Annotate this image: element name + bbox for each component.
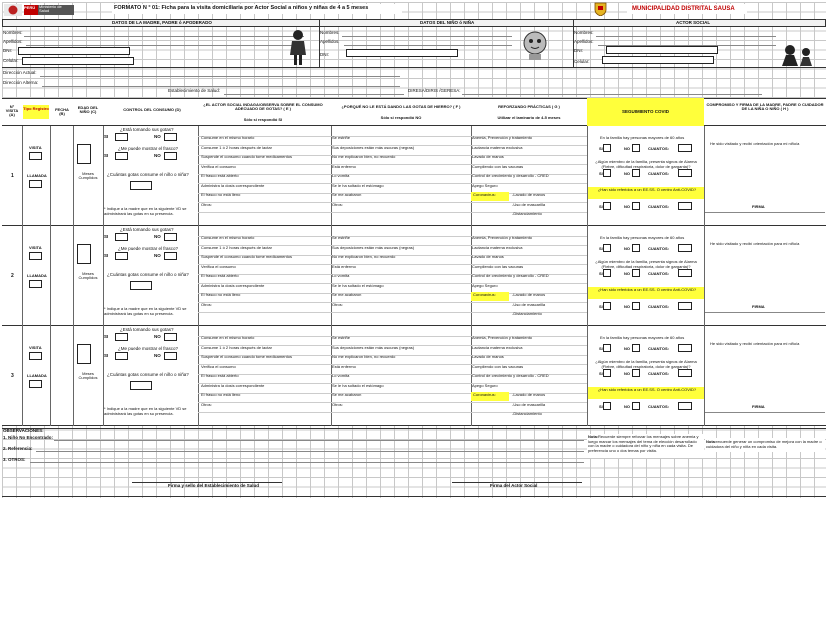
tipo-llamada-checkbox[interactable] <box>29 180 42 188</box>
refuerzo-item[interactable]: Apego Seguro <box>472 182 498 188</box>
col-edad: EDAD DEL NIÑO (C) <box>77 105 99 114</box>
tipo-visita-checkbox[interactable] <box>29 252 42 260</box>
covid-si-checkbox[interactable] <box>603 244 611 252</box>
indaga-item[interactable]: El frasco no está lleno <box>201 392 241 397</box>
nota1-text: Recuerde siempre reforzar los mensajes sobre anemia y luego marcar los mensajes del tema de elección desarrollado con la madre o cuidadora del niño y niña en cada visita. De preferencia uno o dos temas por visita. <box>588 434 699 453</box>
covid-no-checkbox[interactable] <box>632 202 640 210</box>
porque-item[interactable]: Se estriñe <box>332 335 351 340</box>
control-no: NO <box>154 334 161 339</box>
actor-nombres-label: Nombres: <box>574 30 594 35</box>
covid-cuantos-input[interactable] <box>678 402 692 410</box>
refuerzo-item[interactable]: Lactancia materna exclusiva <box>472 144 523 150</box>
observaciones-label: OBSERVACIONES: <box>3 428 44 433</box>
covid-no-checkbox[interactable] <box>632 369 640 377</box>
covid-si: SI <box>599 271 603 276</box>
porque-item[interactable]: Otros: <box>332 401 343 407</box>
porque-item[interactable]: Se me acabaron <box>332 392 362 397</box>
refuerzo-item[interactable]: Apego Seguro <box>472 282 498 288</box>
indaga-item[interactable]: Administra la dosis correspondiente <box>201 282 265 288</box>
porque-item[interactable]: Se le ha soltado el estómago <box>332 182 384 188</box>
covid-no-checkbox[interactable] <box>632 269 640 277</box>
covid-si-checkbox[interactable] <box>603 144 611 152</box>
covid-no: NO <box>624 346 630 351</box>
covid-si: SI <box>599 146 603 151</box>
refuerzo-item[interactable]: Anemia, Prevención y tratamiento <box>472 135 533 140</box>
covid-si-checkbox[interactable] <box>603 302 611 310</box>
control-note: * Indique a la madre que en la siguiente VD se administrará las gotas en su presencia. <box>104 206 187 216</box>
control-no-checkbox[interactable] <box>164 333 177 341</box>
coronavirus-item[interactable]: -Distanciamiento <box>512 211 542 216</box>
visit-number: 3 <box>11 373 14 379</box>
gotas-input[interactable] <box>130 281 152 290</box>
indaga-item[interactable]: Otros: <box>201 201 212 207</box>
edad-label: Meses Cumplidos <box>78 371 98 380</box>
actor-figure-icon <box>780 44 812 66</box>
control-si: SI <box>104 334 109 339</box>
coronavirus-item[interactable]: -Distanciamiento <box>512 311 542 316</box>
control-q1: ¿Está tomando sus gotas? <box>120 127 174 132</box>
obs-no-encontrado: 1. Niño No Encontrado: <box>3 435 53 440</box>
control-no: NO <box>154 234 161 239</box>
ministry-name: Ministerio de Salud <box>39 4 62 13</box>
actor-apellidos-label: Apellidos: <box>574 39 594 44</box>
porque-item[interactable]: Se me acabaron <box>332 192 362 197</box>
control-q2: ¿Me puede mostrar el frasco? <box>118 146 179 151</box>
firma-label: FIRMA <box>752 204 765 209</box>
covid-si-checkbox[interactable] <box>603 344 611 352</box>
tipo-llamada-checkbox[interactable] <box>29 380 42 388</box>
indaga-item[interactable]: Suspende el consumo cuando tome medicamentos <box>201 354 292 359</box>
covid-no-checkbox[interactable] <box>632 144 640 152</box>
porque-item[interactable]: Está enfermo <box>332 363 356 369</box>
coronavirus-item[interactable]: -Uso de mascarilla <box>512 301 546 307</box>
edad-input[interactable] <box>77 344 91 364</box>
mother-figure-icon <box>286 29 310 67</box>
porque-item[interactable]: Está enfermo <box>332 163 356 169</box>
indaga-item[interactable]: El frasco no está lleno <box>201 292 241 297</box>
tipo-visita-checkbox[interactable] <box>29 152 42 160</box>
refuerzo-item[interactable]: Cumpliendo con las vacunas <box>472 163 524 169</box>
col-porque: ¿PORQUÉ NO LE ESTÁ DANDO LAS GOTAS DE HIERRO? ( F ) <box>341 104 461 109</box>
control-si-2: SI <box>104 353 109 358</box>
covid-no-checkbox[interactable] <box>632 169 640 177</box>
section-child: DATOS DEL NIÑO ó NIÑA <box>420 20 475 25</box>
coronavirus-item[interactable]: -Lavado de manos <box>512 392 546 397</box>
indaga-item[interactable]: Otros: <box>201 401 212 407</box>
porque-item[interactable]: Se me acabaron <box>332 292 362 297</box>
nota2-label: Nota: <box>706 439 717 444</box>
porque-item[interactable]: Lo vomita <box>332 173 350 178</box>
tipo-visita-label: VISITA <box>29 345 42 350</box>
covid-cuantos: CUANTOS: <box>648 146 670 151</box>
child-dni-input[interactable] <box>346 49 458 57</box>
child-dni-label: DNI: <box>320 52 329 57</box>
covid-cuantos-input[interactable] <box>678 344 692 352</box>
parent-dni-label: DNI: <box>3 48 12 53</box>
control-q3: ¿Cuántas gotas consume el niño o niña? <box>107 372 189 377</box>
covid-no: NO <box>624 304 630 309</box>
gotas-input[interactable] <box>130 181 152 190</box>
control-si-2: SI <box>104 153 109 158</box>
covid-cuantos-input[interactable] <box>678 244 692 252</box>
tipo-llamada-label: LLAMADA <box>27 373 47 378</box>
col-refuerzo-sub: Utilizar el laminario de 4-5 meses <box>497 115 561 120</box>
control-no-checkbox-2[interactable] <box>164 252 177 260</box>
covid-cuantos: CUANTOS: <box>648 404 670 409</box>
control-q1: ¿Está tomando sus gotas? <box>120 327 174 332</box>
indaga-item[interactable]: Consume 1 ó 2 horas después de lactar <box>201 244 272 250</box>
indaga-item[interactable]: Suspende el consumo cuando tome medicamentos <box>201 154 292 159</box>
parent-apellidos-label: Apellidos: <box>3 39 23 44</box>
visit-ok-text: He sido visitado y recibí orientación para mi niño/a <box>710 141 800 146</box>
indaga-item[interactable]: Suspende el consumo cuando tome medicamentos <box>201 254 292 259</box>
indaga-item[interactable]: El frasco está abierto <box>201 273 239 278</box>
porque-item[interactable]: No me explicaron bien, no recuerdo <box>332 354 396 359</box>
covid-si: SI <box>599 346 603 351</box>
diresa-label: DIRESA/DIRIS /GERESA: <box>408 88 461 93</box>
tipo-llamada-label: LLAMADA <box>27 173 47 178</box>
covid-q2: ¿Algún miembro de la familia, presenta signos de Alarma (Fiebre, dificultad respiratoria, dolor de garganta)? <box>595 259 697 269</box>
child-nombres-label: Nombres: <box>320 30 340 35</box>
section-actor: ACTOR SOCIAL <box>676 20 711 25</box>
control-q3: ¿Cuántas gotas consume el niño o niña? <box>107 272 189 277</box>
tipo-visita-checkbox[interactable] <box>29 352 42 360</box>
covid-cuantos: CUANTOS: <box>648 271 670 276</box>
parent-dni-input[interactable] <box>18 47 130 55</box>
tipo-visita-label: VISITA <box>29 245 42 250</box>
control-no-checkbox-2[interactable] <box>164 352 177 360</box>
control-no-checkbox[interactable] <box>164 133 177 141</box>
direccion-actual-label: Dirección Actual: <box>3 70 37 75</box>
firma-actor: Firma del Actor Social <box>490 483 538 488</box>
covid-q3: ¿Han sido referidos a un EE.SS. O centro Anti-COVID? <box>597 187 697 192</box>
coronavirus-item[interactable]: -Uso de mascarilla <box>512 201 546 207</box>
indaga-item[interactable]: El frasco está abierto <box>201 373 239 378</box>
coronavirus-item[interactable]: -Uso de mascarilla <box>512 401 546 407</box>
parent-celular-input[interactable] <box>22 57 134 65</box>
refuerzo-item[interactable]: Control de crecimiento y desarrollo - CRED <box>472 173 549 178</box>
covid-cuantos: CUANTOS: <box>648 371 670 376</box>
covid-si: SI <box>599 404 603 409</box>
covid-q2: ¿Algún miembro de la familia, presenta signos de Alarma (Fiebre, dificultad respiratoria, dolor de garganta)? <box>595 159 697 169</box>
covid-q2: ¿Algún miembro de la familia, presenta signos de Alarma (Fiebre, dificultad respiratoria, dolor de garganta)? <box>595 359 697 369</box>
refuerzo-item[interactable]: Anemia, Prevención y tratamiento <box>472 235 533 240</box>
ministry-country: PERÚ <box>24 5 36 10</box>
firma-label: FIRMA <box>752 404 765 409</box>
covid-q1: En la familia hay personas mayores de 60 años <box>600 335 685 340</box>
refuerzo-item[interactable]: Lactancia materna exclusiva <box>472 344 523 350</box>
refuerzo-item[interactable]: Lavado de manos <box>472 254 504 259</box>
covid-q3: ¿Han sido referidos a un EE.SS. O centro Anti-COVID? <box>597 387 697 392</box>
indaga-item[interactable]: Administra la dosis correspondiente <box>201 182 265 188</box>
indaga-item[interactable]: Consume 1 ó 2 horas después de lactar <box>201 144 272 150</box>
control-no-2: NO <box>154 153 161 158</box>
control-q3: ¿Cuántas gotas consume el niño o niña? <box>107 172 189 177</box>
refuerzo-item[interactable]: Anemia, Prevención y tratamiento <box>472 335 533 340</box>
covid-cuantos-input[interactable] <box>678 269 692 277</box>
covid-cuantos: CUANTOS: <box>648 346 670 351</box>
control-si-checkbox[interactable] <box>115 133 128 141</box>
covid-no-checkbox[interactable] <box>632 344 640 352</box>
parent-celular-label: Celular: <box>3 58 19 63</box>
covid-si: SI <box>599 171 603 176</box>
control-si: SI <box>104 234 109 239</box>
porque-item[interactable]: No me explicaron bien, no recuerdo <box>332 254 396 259</box>
covid-q1: En la familia hay personas mayores de 60 años <box>600 235 685 240</box>
col-porque-sub: Sólo si respondió NO <box>380 115 422 120</box>
refuerzo-item[interactable]: Lavado de manos <box>472 154 504 159</box>
baby-figure-icon <box>519 29 551 61</box>
col-indaga: ¿EL ACTOR SOCIAL INDAGA/OBSERVA SOBRE EL CONSUMO ADECUADO DE GOTAS? ( E ) <box>203 102 323 111</box>
control-si-checkbox[interactable] <box>115 333 128 341</box>
covid-no: NO <box>624 271 630 276</box>
covid-no: NO <box>624 371 630 376</box>
col-visita: N° VISITA (A) <box>5 104 19 117</box>
covid-si: SI <box>599 304 603 309</box>
control-si: SI <box>104 134 109 139</box>
control-q2: ¿Me puede mostrar el frasco? <box>118 246 179 251</box>
porque-item[interactable]: Otros: <box>332 201 343 207</box>
actor-celular-input[interactable] <box>602 56 714 64</box>
control-q2: ¿Me puede mostrar el frasco? <box>118 346 179 351</box>
porque-item[interactable]: Está enfermo <box>332 263 356 269</box>
municipality-seal-icon <box>594 2 607 16</box>
control-si-checkbox-2[interactable] <box>115 152 128 160</box>
covid-si: SI <box>599 246 603 251</box>
control-no-checkbox-2[interactable] <box>164 152 177 160</box>
indaga-item[interactable]: Verifica el consumo <box>201 263 236 269</box>
indaga-item[interactable]: El frasco está abierto <box>201 173 239 178</box>
firma-label: FIRMA <box>752 304 765 309</box>
direccion-alterna-label: Dirección Alterna: <box>3 80 39 85</box>
covid-no: NO <box>624 146 630 151</box>
covid-si-checkbox[interactable] <box>603 169 611 177</box>
refuerzo-item[interactable]: Cumpliendo con las vacunas <box>472 263 524 269</box>
col-refuerzo: REFORZANDO PRÁCTICAS ( G ) <box>498 104 560 109</box>
control-si-checkbox-2[interactable] <box>115 252 128 260</box>
control-si-checkbox[interactable] <box>115 233 128 241</box>
covid-cuantos-input[interactable] <box>678 144 692 152</box>
covid-no-checkbox[interactable] <box>632 302 640 310</box>
indaga-item[interactable]: Verifica el consumo <box>201 163 236 169</box>
col-indaga-sub: Sólo si respondió SI <box>243 117 283 122</box>
porque-item[interactable]: No me explicaron bien, no recuerdo <box>332 154 396 159</box>
visit-ok-text: He sido visitado y recibí orientación para mi niño/a <box>710 241 800 246</box>
control-no-2: NO <box>154 253 161 258</box>
coronavirus-label: Coronavirus: <box>473 392 496 397</box>
col-control: CONTROL DEL CONSUMO (D) <box>123 107 181 112</box>
refuerzo-item[interactable]: Cumpliendo con las vacunas <box>472 363 524 369</box>
porque-item[interactable]: Sus deposiciones están más oscuras (negras) <box>332 344 415 350</box>
form-title: FORMATO N ° 01: Ficha para la visita domiciliaria por Actor Social a niños y niñas de 4 a 5 meses <box>114 5 369 11</box>
covid-si: SI <box>599 371 603 376</box>
tipo-llamada-checkbox[interactable] <box>29 280 42 288</box>
indaga-item[interactable]: Administra la dosis correspondiente <box>201 382 265 388</box>
col-covid: SEGUIMIENTO COVID <box>622 109 669 114</box>
coronavirus-item[interactable]: -Distanciamiento <box>512 411 542 416</box>
control-no-2: NO <box>154 353 161 358</box>
edad-label: Meses Cumplidos <box>78 271 98 280</box>
actor-dni-input[interactable] <box>606 46 718 54</box>
nota1-label: Nota: <box>588 434 599 439</box>
coronavirus-item[interactable]: -Lavado de manos <box>512 292 546 297</box>
child-apellidos-label: Apellidos: <box>320 39 340 44</box>
municipality-name: MUNICIPALIDAD DISTRITAL SAUSA <box>632 6 735 12</box>
covid-cuantos-input[interactable] <box>678 302 692 310</box>
visit-number: 2 <box>11 273 14 279</box>
covid-no: NO <box>624 246 630 251</box>
control-si-2: SI <box>104 253 109 258</box>
covid-cuantos: CUANTOS: <box>648 304 670 309</box>
control-note: * Indique a la madre que en la siguiente VD se administrará las gotas en su presencia. <box>104 306 187 316</box>
parent-nombres-label: Nombres: <box>3 30 23 35</box>
tipo-llamada-label: LLAMADA <box>27 273 47 278</box>
indaga-item[interactable]: El frasco no está lleno <box>201 192 241 197</box>
covid-si-checkbox[interactable] <box>603 202 611 210</box>
nota2-text: recuerde generar un compromiso de mejora con la madre o cuidadora del niño y niña en cada visita. <box>706 439 822 449</box>
section-parents: DATOS DE LA MADRE, PADRE ó APODERADO <box>112 20 212 25</box>
visit-ok-text: He sido visitado y recibí orientación para mi niño/a <box>710 341 800 346</box>
col-tipo: Tipo Registro <box>23 106 49 111</box>
porque-item[interactable]: Se estriñe <box>332 235 351 240</box>
gotas-input[interactable] <box>130 381 152 390</box>
covid-no: NO <box>624 204 630 209</box>
porque-item[interactable]: Lo vomita <box>332 373 350 378</box>
refuerzo-item[interactable]: Control de crecimiento y desarrollo - CRED <box>472 373 549 378</box>
porque-item[interactable]: Se estriñe <box>332 135 351 140</box>
covid-q3: ¿Han sido referidos a un EE.SS. O centro Anti-COVID? <box>597 287 697 292</box>
porque-item[interactable]: Otros: <box>332 301 343 307</box>
control-no: NO <box>154 134 161 139</box>
indaga-item[interactable]: Otros: <box>201 301 212 307</box>
coronavirus-label: Coronavirus: <box>473 292 496 297</box>
actor-dni-label: DNI: <box>574 48 583 53</box>
col-compromiso: COMPROMISO Y FIRMA DE LA MADRE, PADRE O CUIDADOR DE LA NIÑA O NIÑO ( H ) <box>706 102 824 111</box>
edad-input[interactable] <box>77 244 91 264</box>
covid-cuantos-input[interactable] <box>678 202 692 210</box>
coronavirus-item[interactable]: -Lavado de manos <box>512 192 546 197</box>
col-fecha: FECHA (B) <box>55 107 69 116</box>
covid-cuantos: CUANTOS: <box>648 171 670 176</box>
indaga-item[interactable]: Verifica el consumo <box>201 363 236 369</box>
covid-no-checkbox[interactable] <box>632 244 640 252</box>
covid-cuantos-input[interactable] <box>678 169 692 177</box>
form-sheet <box>2 2 826 498</box>
covid-cuantos: CUANTOS: <box>648 204 670 209</box>
porque-item[interactable]: Se le ha soltado el estómago <box>332 282 384 288</box>
covid-si-checkbox[interactable] <box>603 402 611 410</box>
establecimiento-label: Establecimiento de Salud: <box>168 88 221 93</box>
covid-no: NO <box>624 404 630 409</box>
porque-item[interactable]: Lo vomita <box>332 273 350 278</box>
porque-item[interactable]: Sus deposiciones están más oscuras (negras) <box>332 144 415 150</box>
porque-item[interactable]: Sus deposiciones están más oscuras (negras) <box>332 244 415 250</box>
covid-si-checkbox[interactable] <box>603 369 611 377</box>
indaga-item[interactable]: Consume en el mismo horario <box>201 135 255 140</box>
control-no-checkbox[interactable] <box>164 233 177 241</box>
covid-q1: En la familia hay personas mayores de 60 años <box>600 135 685 140</box>
edad-label: Meses Cumplidos <box>78 171 98 180</box>
obs-otros: 3. OTROS: <box>3 457 26 462</box>
control-si-checkbox-2[interactable] <box>115 352 128 360</box>
indaga-item[interactable]: Consume en el mismo horario <box>201 335 255 340</box>
covid-cuantos-input[interactable] <box>678 369 692 377</box>
indaga-item[interactable]: Consume en el mismo horario <box>201 235 255 240</box>
refuerzo-item[interactable]: Lavado de manos <box>472 354 504 359</box>
covid-no-checkbox[interactable] <box>632 402 640 410</box>
edad-input[interactable] <box>77 144 91 164</box>
visit-number: 1 <box>11 173 14 179</box>
actor-celular-label: Celular: <box>574 59 590 64</box>
refuerzo-item[interactable]: Lactancia materna exclusiva <box>472 244 523 250</box>
control-q1: ¿Está tomando sus gotas? <box>120 227 174 232</box>
refuerzo-item[interactable]: Apego Seguro <box>472 382 498 388</box>
porque-item[interactable]: Se le ha soltado el estómago <box>332 382 384 388</box>
coronavirus-label: Coronavirus: <box>473 192 496 197</box>
covid-si-checkbox[interactable] <box>603 269 611 277</box>
firma-establecimiento: Firma y sello del Establecimiento de Salud <box>168 483 260 488</box>
indaga-item[interactable]: Consume 1 ó 2 horas después de lactar <box>201 344 272 350</box>
control-note: * Indique a la madre que en la siguiente VD se administrará las gotas en su presencia. <box>104 406 187 416</box>
covid-si: SI <box>599 204 603 209</box>
refuerzo-item[interactable]: Control de crecimiento y desarrollo - CRED <box>472 273 549 278</box>
obs-referencia: 2. Referencia: <box>3 446 33 451</box>
covid-no: NO <box>624 171 630 176</box>
tipo-visita-label: VISITA <box>29 145 42 150</box>
covid-cuantos: CUANTOS: <box>648 246 670 251</box>
